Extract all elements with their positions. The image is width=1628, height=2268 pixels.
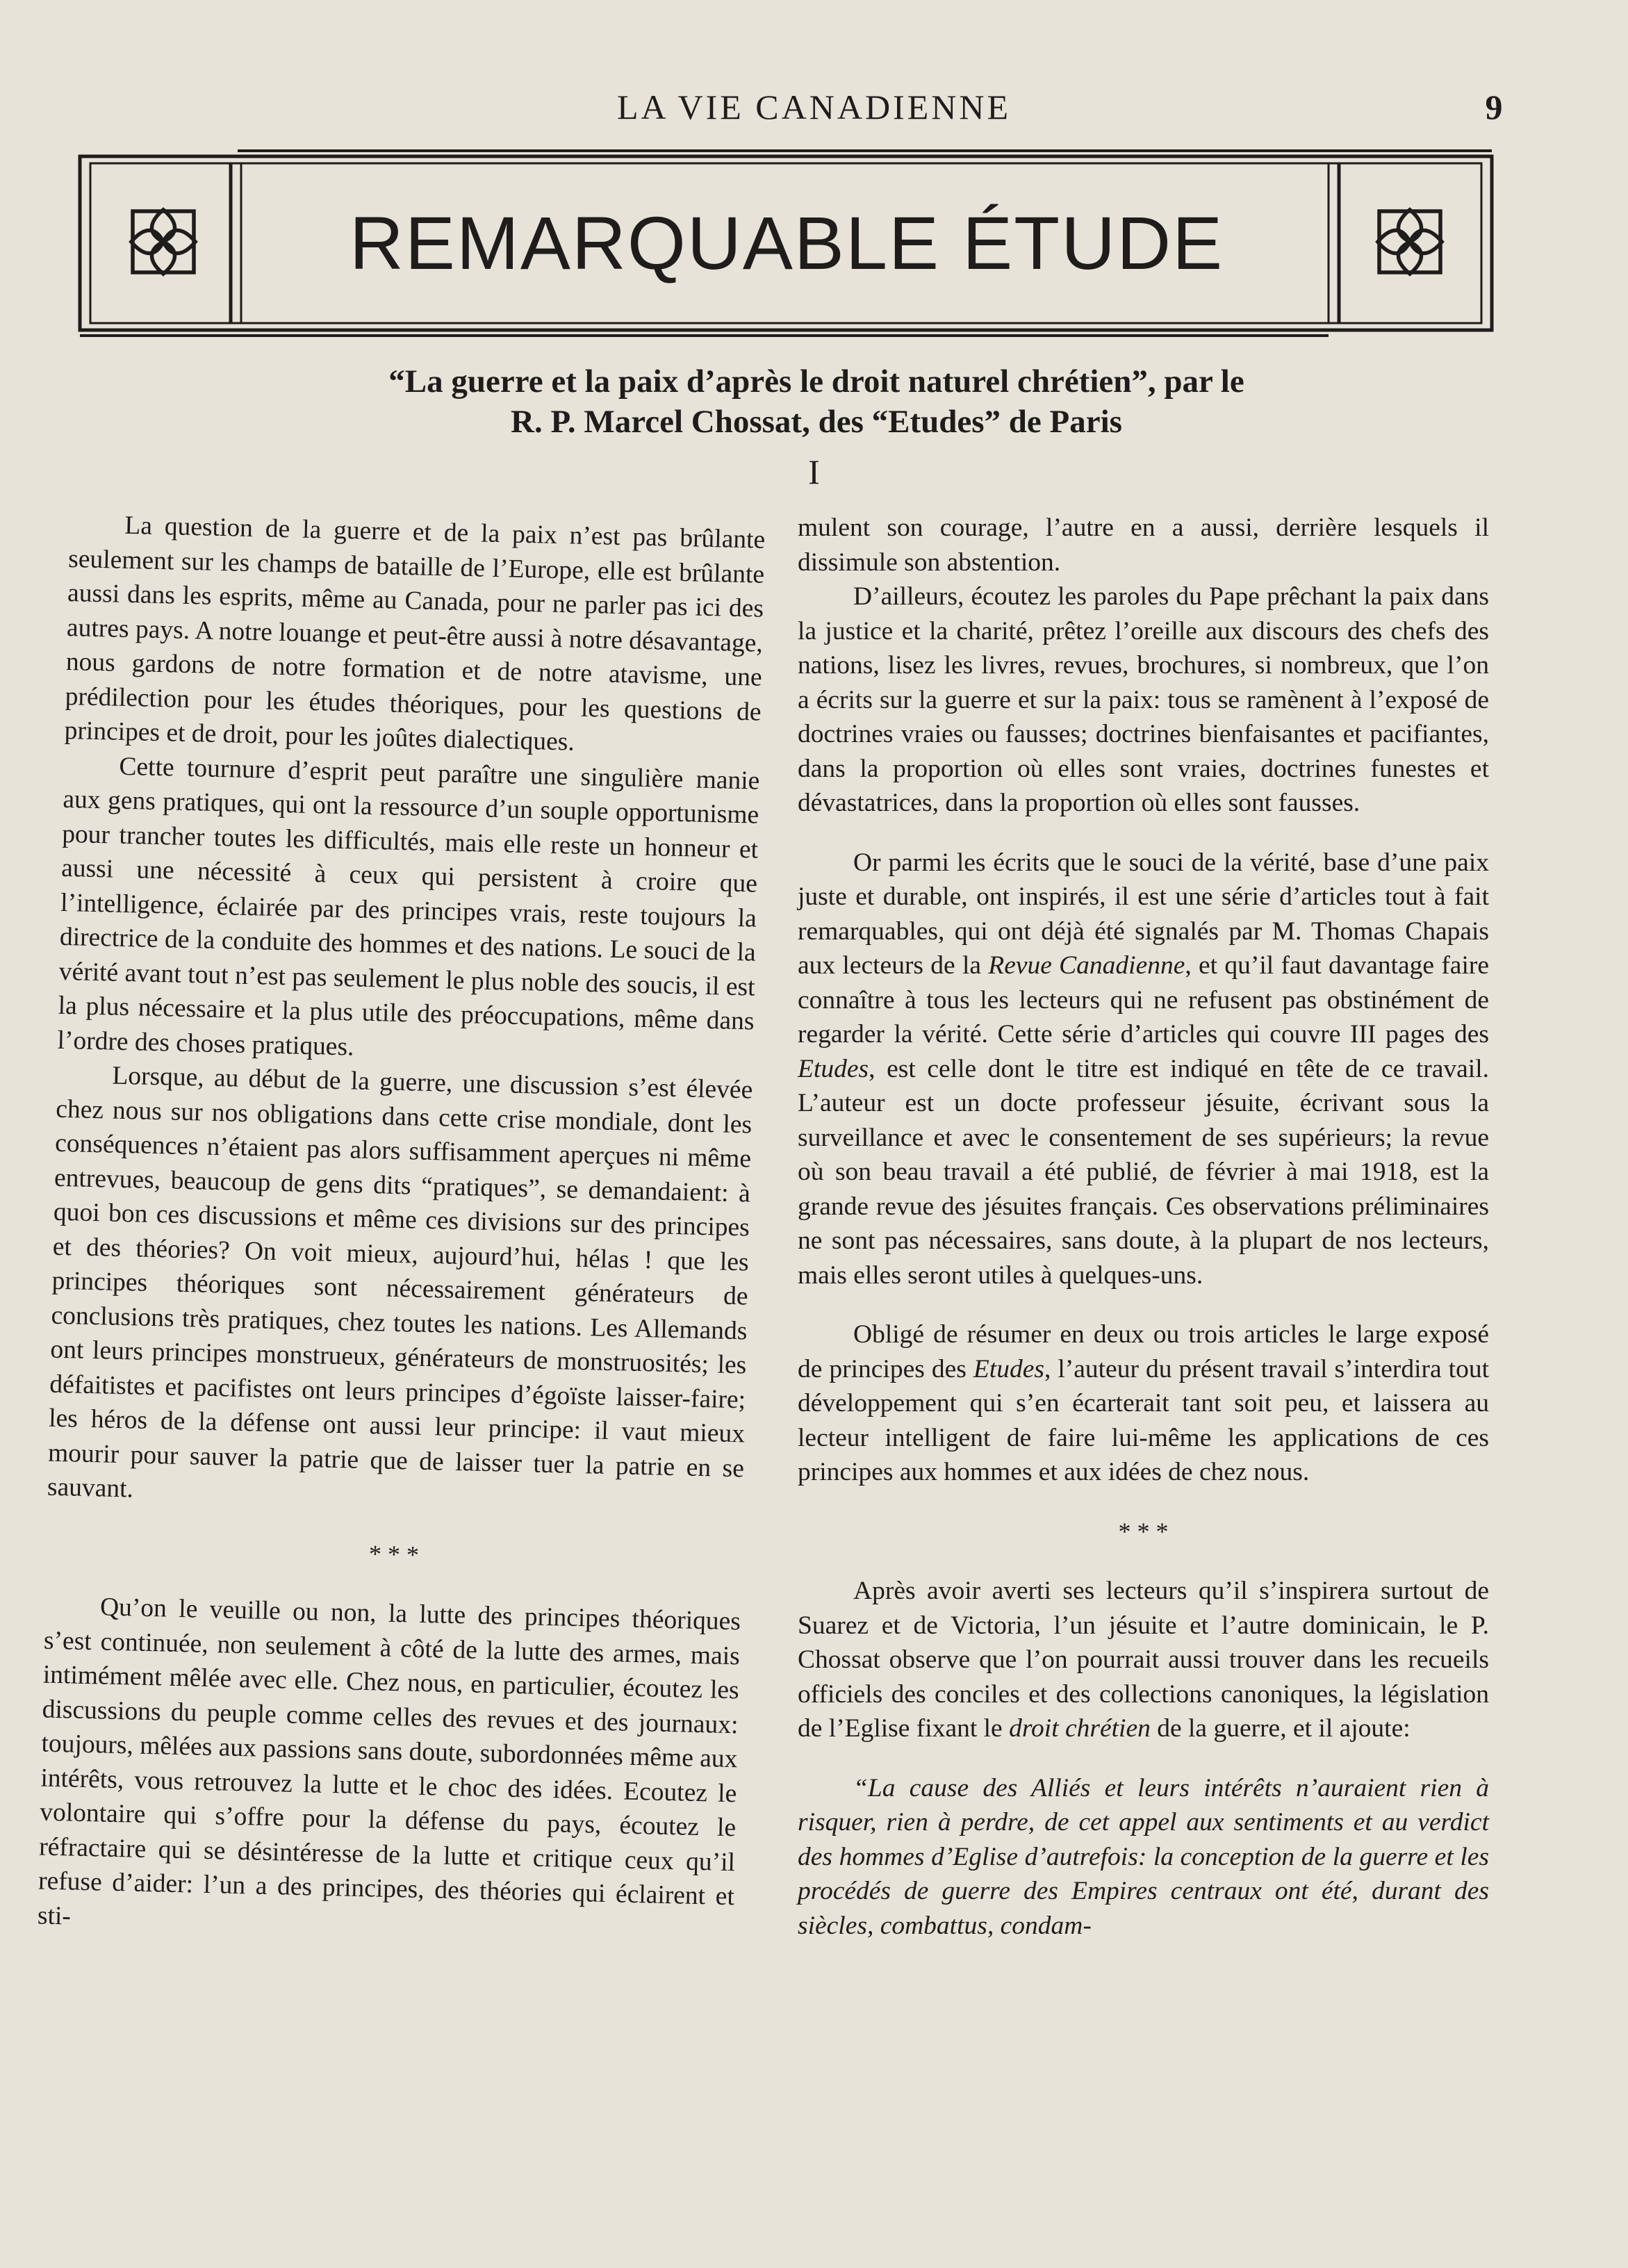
page-number: 9 <box>1485 88 1503 126</box>
paragraph: Qu’on le veuille ou non, la lutte des principes théoriques s’est continuée, non seulement à côté de la lutte des armes, mais intimément mêlée avec elle. Chez nous, en particulier, écoutez les discussions du peuple comme celles des revues et des journaux: toujours, mêlées aux passions sans doute, subordonnées même aux intérêts, vous retrouvez la lutte et le choc des idées. Ecoutez le volontaire qui s’offre pour la défense du pays, écoutez le réfractaire qui se désintéresse de la lutte et critique ceux qu’il refuse d’aider: l’un a des principes, des théories qui éclairent et sti- <box>37 1593 741 1931</box>
paragraph: Obligé de résumer en deux ou trois articles le large exposé de principes des Etudes, l’auteur du présent travail s’interdira tout développement qui s’en écarterait tant soit peu, et laissera au lecteur intelligent de faire lui-même les applications de ces principes aux hommes et aux idées de chez nous. <box>798 1320 1489 1486</box>
article-title: REMARQUABLE ÉTUDE <box>349 201 1224 285</box>
subtitle-line-1: “La guerre et la paix d’après le droit naturel chrétien”, par le <box>388 363 1244 400</box>
running-head-title: LA VIE CANADIENNE <box>616 88 1012 126</box>
paragraph: Lorsque, au début de la guerre, une discussion s’est élevée chez nous sur nos obligations dans cette crise mondiale, dont les conséquences n’étaient pas alors suffisamment aperçues ni même entrevues, beaucoup de gens dits “pratiques”, se demandaient: à quoi bon ces discussions et même ces divisions sur des principes et des théories? On voit mieux, aujourd’hui, hélas ! que les principes théoriques sont nécessairement générateurs de conclusions très pratiques, chez toutes les nations. Les Allemands ont leurs principes monstrueux, générateurs de monstruosités; les défaitistes et pacifistes ont leurs principes d’égoïste laisser-faire; les héros de la défense ont aussi leur principe: il vaut mieux mourir pour sauver la patrie que de laisser tuer la patrie en se sauvant. <box>47 1061 753 1504</box>
paragraph: D’ailleurs, écoutez les paroles du Pape prêchant la paix dans la justice et la charité, prêtez l’oreille aux discours des chefs des nations, lisez les livres, revues, brochures, si nombreux, que l’on a écrits sur la guerre et sur la paix: tous se ramènent à l’exposé de doctrines vraies ou fausses; doctrines bienfaisantes et pacifiantes, dans la proportion où elles sont vraies, doctrines funestes et dévastatrices, dans la proportion où elles sont fausses. <box>798 582 1489 817</box>
quotation: “La cause des Alliés et leurs intérêts n’auraient rien à risquer, rien à perdre, de cet appel aux sentiments et au verdict des hommes d’Eglise d’autrefois: la conception de la guerre et les procédés de guerre des Empires centraux ont été, durant des siècles, combattus, condam- <box>798 1773 1489 1940</box>
right-column <box>798 511 1489 1943</box>
left-column <box>37 507 765 1948</box>
paragraph: Cette tournure d’esprit peut paraître une singulière manie aux gens pratiques, qui ont la ressource d’un souple opportunisme pour trancher toutes les difficultés, mais elle reste un honneur et aussi une nécessité à ceux qui persistent à croire que l’intelligence, éclairée par des principes vrais, reste toujours la directrice de la conduite des hommes et des nations. Le souci de la vérité avant tout n’est pas seulement le plus noble des soucis, il est la plus nécessaire et la plus utile des préoccupations, même dans l’ordre des choses pratiques. <box>57 752 760 1061</box>
section-break: * * * <box>368 1539 420 1569</box>
paragraph: Après avoir averti ses lecteurs qu’il s’inspirera surtout de Suarez et de Victoria, l’un jésuite et l’autre dominicain, le P. Chossat observe que l’on pourrait aussi trouver dans les recueils officiels des conciles et des collections canoniques, la législation de l’Eglise fixant le droit chrétien de la guerre, et il ajoute: <box>798 1577 1489 1743</box>
subtitle-line-2: R. P. Marcel Chossat, des “Etudes” de Paris <box>511 404 1122 440</box>
running-head <box>0 87 1628 129</box>
part-number: I <box>808 452 820 491</box>
paragraph: La question de la guerre et de la paix n’est pas brûlante seulement sur les champs de bataille de l’Europe, elle est brûlante aussi dans les esprits, même au Canada, pour ne parler pas ici des autres pays. A notre louange et peut-être aussi à notre désavantage, nous gardons de notre formation et de notre atavisme, une prédilection pour les études théoriques, pour les questions de principes et de droit, pour les joûtes dialectiques. <box>64 511 766 757</box>
section-break: * * * <box>1118 1517 1169 1545</box>
title-banner <box>78 142 1495 337</box>
article-subtitle <box>104 361 1529 442</box>
paragraph: Or parmi les écrits que le souci de la vérité, base d’une paix juste et durable, ont inspirés, il est une série d’articles tout à fait remarquables, qui ont déjà été signalés par M. Thomas Chapais aux lecteurs de la Revue Canadienne, et qu’il faut davantage faire connaître à tous les lecteurs qui ne refusent pas obstinément de regarder la vérité. Cette série d’articles qui couvre III pages des Etudes, est celle dont le titre est indiqué en tête de ce travail. L’auteur est un docte professeur jésuite, écrivant sous la surveillance et avec le consentement de ses supérieurs; la revue où son beau travail a été publié, de février à mai 1918, est la grande revue des jésuites français. Ces observations préliminaires ne sont pas nécessaires, sans doute, à la plupart de nos lecteurs, mais elles seront utiles à quelques-uns. <box>798 848 1490 1290</box>
paragraph: mulent son courage, l’autre en a aussi, derrière lesquels il dissimule son abstention. <box>798 513 1489 577</box>
